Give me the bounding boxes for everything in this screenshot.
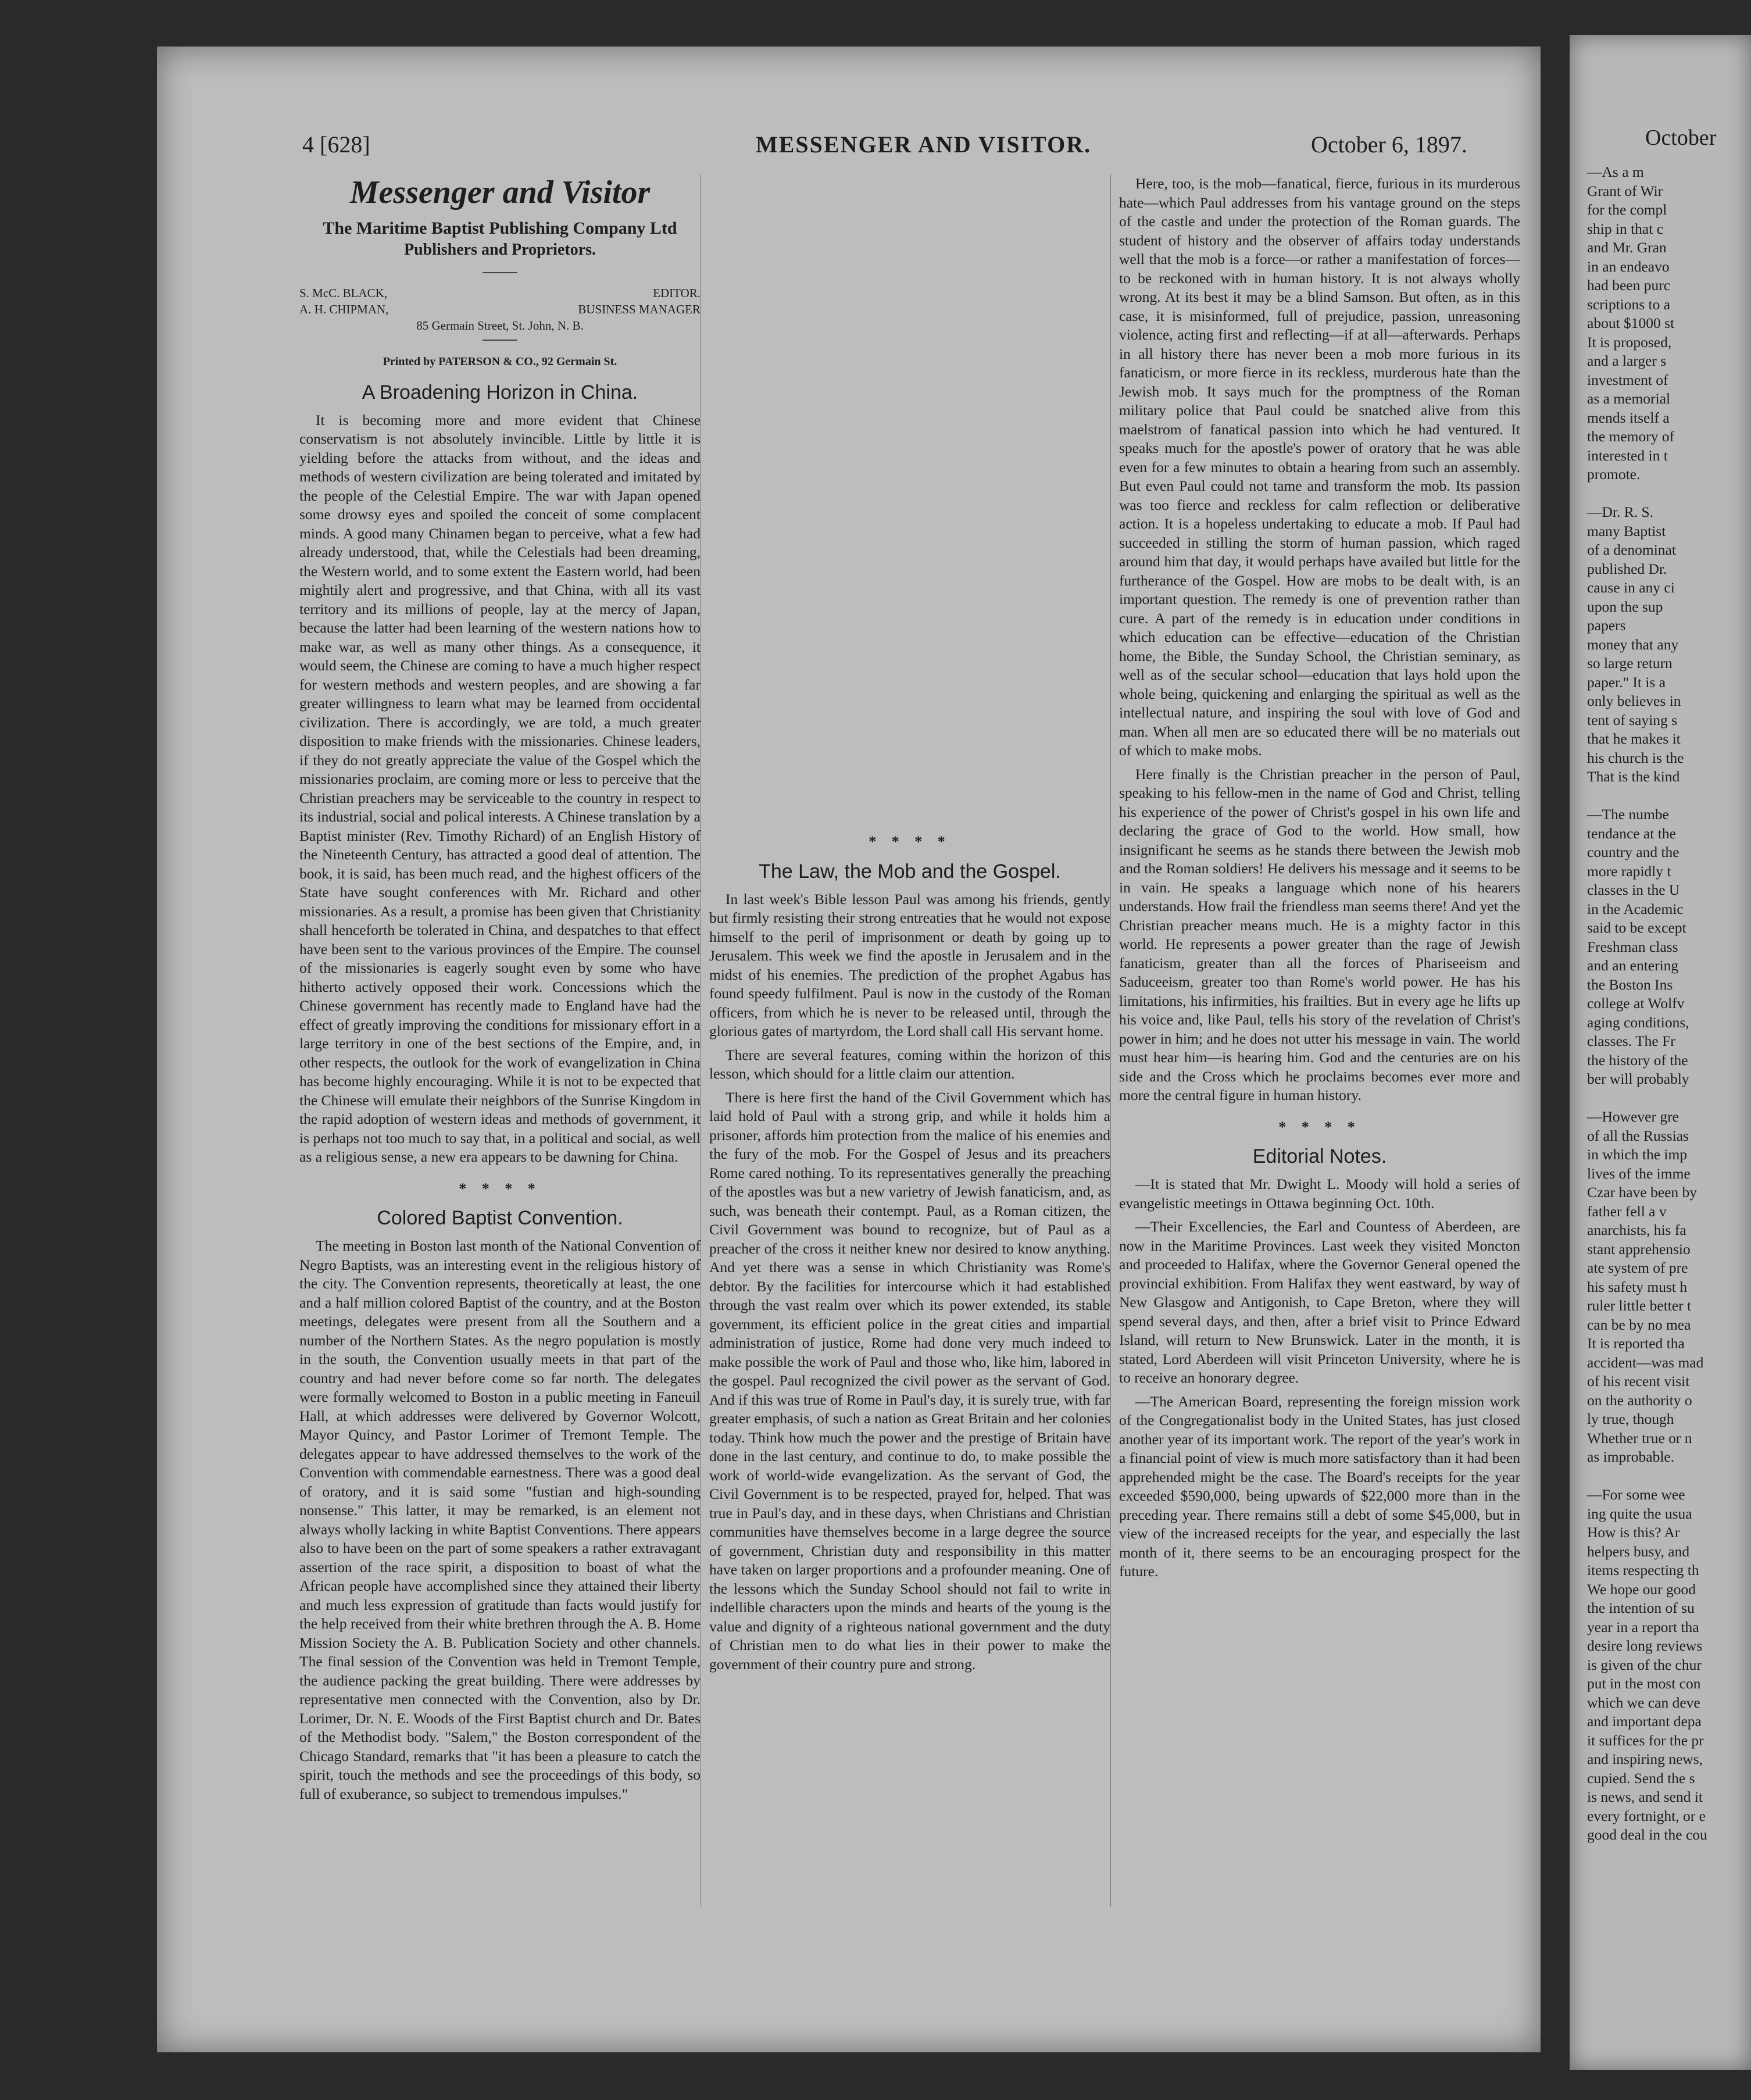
adjacent-page-line: many Baptist bbox=[1587, 522, 1666, 540]
adjacent-page-line: of a denominat bbox=[1587, 541, 1676, 558]
adjacent-page-line bbox=[1587, 1467, 1750, 1486]
article-paragraph: Here finally is the Christian preacher in the person of Paul, speaking to his fellow-men in the name of God and Christ, telling his experience of the power of Christ's gospel in his own life and declaring the grace of God to the world. How small, how insignificant he seems as he stands there between the Jewish mob and the Roman soldiers! He delivers his message and it seems to be in vain. He speaks a language which none of his hearers understands. How frail the friendless man seems there! And yet the Christian preacher means much. He is a mighty factor in this world. He represents a power greater than the rage of Jewish fanaticism, greater than all the forces of Phariseeism and Saduceeism, greater too than Rome's world power. He has his limitations, his infirmities, his frailties. But in every age he lifts up his voice and, like Paul, tells his story of the revelation of Christ's power in him; and he does not utter his message in vain. The world must hear him—is hearing him. God and the centuries are on his side and the Cross which he proclaims becomes ever more and more the central figure in human history. bbox=[1119, 765, 1520, 1103]
adjacent-page-text bbox=[1587, 163, 1750, 1845]
adjacent-page-line: and Mr. Gran bbox=[1587, 239, 1667, 256]
adjacent-page-line: ber will probably bbox=[1587, 1070, 1689, 1087]
adjacent-page-line: —As a m bbox=[1587, 163, 1644, 180]
adjacent-page-line: How is this? Ar bbox=[1587, 1524, 1680, 1541]
manager-name: A. H. CHIPMAN, bbox=[299, 302, 389, 316]
adjacent-page-line: That is the kind bbox=[1587, 768, 1680, 785]
adjacent-page-line bbox=[1587, 1089, 1750, 1108]
adjacent-page-line: ship in that c bbox=[1587, 220, 1664, 237]
adjacent-page-line: published Dr. bbox=[1587, 560, 1667, 577]
adjacent-page-line: upon the sup bbox=[1587, 598, 1663, 615]
adjacent-page-line: money that any bbox=[1587, 635, 1679, 653]
adjacent-page-line: ing quite the usua bbox=[1587, 1505, 1692, 1522]
adjacent-page-line: is given of the chur bbox=[1587, 1656, 1702, 1673]
adjacent-page-line: can be by no mea bbox=[1587, 1316, 1691, 1333]
section-separator: * * * * bbox=[869, 833, 951, 850]
issue-date: October 6, 1897. bbox=[1311, 131, 1467, 158]
adjacent-page-line: as improbable. bbox=[1587, 1448, 1675, 1465]
adjacent-page-line: tendance at the bbox=[1587, 824, 1676, 842]
article-paragraph: —Their Excellencies, the Earl and Countess of Aberdeen, are now in the Maritime Provinces. Last week they visited Moncton and proceeded to Halifax, where the Governor General opened the provincial exhibition. From Halifax they went eastward, by way of New Glasgow and Antigonish, to Cape Breton, where they will spend several days, and then, after a brief visit to Prince Edward Island, will return to New Brunswick. Later in the month, it is stated, Lord Aberdeen will visit Princeton University, where he is to receive an honorary degree. bbox=[1119, 1218, 1520, 1386]
adjacent-page-line: It is reported tha bbox=[1587, 1335, 1685, 1352]
adjacent-page-line bbox=[1587, 787, 1750, 806]
masthead bbox=[299, 174, 701, 372]
adjacent-page-line: the history of the bbox=[1587, 1051, 1688, 1069]
adjacent-page-line: as a memorial bbox=[1587, 390, 1671, 407]
adjacent-page-line: every fortnight, or e bbox=[1587, 1807, 1706, 1824]
editor-name: S. McC. BLACK, bbox=[299, 286, 388, 300]
masthead-title: Messenger and Visitor bbox=[349, 174, 651, 210]
divider bbox=[483, 272, 517, 273]
adjacent-page-line bbox=[1587, 484, 1750, 503]
column-divider bbox=[1110, 174, 1111, 1907]
adjacent-page-line: classes. The Fr bbox=[1587, 1033, 1675, 1049]
section-separator: * * * * bbox=[1278, 1118, 1361, 1135]
publisher-role: Publishers and Proprietors. bbox=[403, 241, 596, 259]
adjacent-page-line: desire long reviews bbox=[1587, 1637, 1703, 1654]
adjacent-page-line: said to be except bbox=[1587, 919, 1686, 936]
adjacent-page-line: for the compl bbox=[1587, 201, 1667, 218]
adjacent-page-line: anarchists, his fa bbox=[1587, 1222, 1686, 1238]
article-title-mob: The Law, the Mob and the Gospel. bbox=[759, 860, 1061, 883]
adjacent-page-line: cause in any ci bbox=[1587, 579, 1675, 596]
adjacent-page-line: it suffices for the pr bbox=[1587, 1731, 1704, 1749]
adjacent-page-line: items respecting th bbox=[1587, 1562, 1699, 1578]
adjacent-page-line: aging conditions, bbox=[1587, 1013, 1689, 1031]
article-title-notes: Editorial Notes. bbox=[1252, 1145, 1387, 1167]
adjacent-page-line: his safety must h bbox=[1587, 1278, 1688, 1295]
printer-credit: Printed by PATERSON & CO., 92 Germain St. bbox=[383, 355, 617, 368]
adjacent-page-line: Whether true or n bbox=[1587, 1429, 1692, 1447]
adjacent-page-line: is news, and send it bbox=[1587, 1788, 1703, 1805]
paper-title: MESSENGER AND VISITOR. bbox=[756, 131, 1092, 158]
adjacent-page-line: Grant of Wir bbox=[1587, 182, 1663, 199]
page-header bbox=[157, 125, 1541, 160]
divider bbox=[483, 340, 517, 341]
newspaper-page bbox=[157, 47, 1541, 2052]
article-paragraph: It is becoming more and more evident that Chinese conservatism is not absolutely invincible. Little by little it is yielding before the attacks from without, and the ideas and methods of western civilization are being tolerated and imitated by the people of the Celestial Empire. The war with Japan opened some drowsy eyes and spoiled the conceit of some complacent minds. A good many Chinamen began to perceive, what a few had already understood, that, while the Celestials had been dreaming, the Western world, and to some extent the Eastern world, had been mightily alert and progressive, and that China, with all its vast territory and its millions of people, lay at the mercy of Japan, because the latter had been learning of the western nations how to make war, as well as many other things. As a consequence, it would seem, the Chinese are coming to have a much higher respect for western methods and western peoples, and are showing a far greater willingness to learn what may be learned from occidental civilization. There is accordingly, we are told, a much greater disposition to make friends with the missionaries. Chinese leaders, if they do not greatly appreciate the value of the Gospel which the missionaries proclaim, are coming more or less to perceive that the Christian preachers may be serviceable to the country in respect to its industrial, social and polical interests. A Chinese translation by a Baptist minister (Rev. Timothy Richard) of an English History of the Nineteenth Century, has attracted a good deal of attention. The book, it is said, has been much read, and the highest officers of the State have sought conferences with Mr. Richard and other missionaries. As a result, a promise has been given that Christianity shall henceforth be tolerated in China, and despatches to that effect have been sent to the various provinces of the Empire. The counsel of the missionaries is eagerly sought even by some who have hitherto actively opposed their work. Concessions which the Chinese government has recently made to England have had the effect of greatly improving the conditions for missionary effort in a large territory in one of the best sections of the Empire, and, in other respects, the outlook for the work of evangelization in China has become highly encouraging. While it is not to be expected that the Chinese will emulate their neighbors of the Sunrise Kingdom in the rapid adoption of western ideas and methods of government, it is perhaps not too much to say that, in a political and social, as well as a religious sense, a new era appears to be dawning for China. bbox=[299, 411, 701, 1165]
adjacent-page-line: mends itself a bbox=[1587, 409, 1670, 426]
adjacent-page-line: and inspiring news, bbox=[1587, 1751, 1703, 1767]
adjacent-page-line: had been purc bbox=[1587, 277, 1671, 294]
adjacent-page-line: which we can deve bbox=[1587, 1694, 1700, 1711]
adjacent-page-line: father fell a v bbox=[1587, 1202, 1667, 1220]
adjacent-page-line: that he makes it bbox=[1587, 730, 1681, 747]
article-title-convention: Colored Baptist Convention. bbox=[377, 1207, 623, 1229]
adjacent-page-line: Czar have been by bbox=[1587, 1184, 1698, 1201]
adjacent-page-line: classes in the U bbox=[1587, 881, 1680, 898]
adjacent-page-line: —However gre bbox=[1587, 1108, 1679, 1125]
adjacent-page-line: ruler little better t bbox=[1587, 1297, 1692, 1314]
adjacent-page-line: on the authority o bbox=[1587, 1391, 1692, 1409]
article-paragraph: There is here first the hand of the Civil Government which has laid hold of Paul with a strong grip, and while it holds him a prisoner, affords him protection from the malice of his enemies and the fury of the mob. For the Gospel of Jesus and its preachers Rome cared nothing. To its representatives generally the preaching of the apostles was but a new varietry of Jewish fanaticism, and, as such, was beneath their contempt. Paul, as a Roman citizen, the Civil Government was bound to recognize, but of Paul as a preacher of the cross it neither knew nor desired to know anything. And yet there was a sense in which Christianity was Rome's debtor. By the facilities for intercourse which it had established through the vast realm over which its power extended, its stable government, its efficient police in the great cities and impartial administration of justice, Rome had done very much indeed to make possible the work of Paul and those who, like him, labored in the gospel. Paul recognized the civil power as the servant of God. And if this was true of Rome in Paul's day, it is surely true, with far greater emphasis, of such a nation as Great Britain and her colonies today. Think how much the power and the prestige of Britain have done in the last century, and continue to do, to make possible the work of world-wide evangelization. As the servant of God, the Civil Government is to be respected, prayed for, helped. That was true in Paul's day, and in these days, when Christians and Christian communities have themselves become in a large degree the source of government, Christian duty and responsibility in this matter have taken on larger proportions and a profounder meaning. One of the lessons which the Sunday School should not fail to write in indellible characters upon the minds and hearts of the young is the value and dignity of a righteous national government and the duty of Christian men to do what lies in their power to make the government of their country pure and strong. bbox=[709, 1088, 1110, 1673]
adjacent-page-header: October bbox=[1645, 126, 1717, 150]
adjacent-page-line: so large return bbox=[1587, 655, 1673, 672]
article-paragraph: —The American Board, representing the foreign mission work of the Congregationalist body in the United States, has just closed another year of its important work. The report of the year's work in a financial point of view is much more satisfactory than it had been apprehended might be the case. The Board's receipts for the year exceeded $590,000, being upwards of $22,000 more than in the preceding year. There remains still a debt of some $45,000, but in view of the increased receipts for the year, and especially the last month of it, there seems to be an encouraging prospect for the future. bbox=[1119, 1392, 1520, 1580]
adjacent-page-line: year in a report tha bbox=[1587, 1618, 1699, 1635]
adjacent-page-line: ate system of pre bbox=[1587, 1259, 1688, 1276]
adjacent-page-line: of all the Russias bbox=[1587, 1127, 1689, 1144]
adjacent-page-line: only believes in bbox=[1587, 692, 1681, 709]
adjacent-page-line: ly true, though bbox=[1587, 1410, 1674, 1427]
column-2 bbox=[709, 820, 1110, 1678]
article-title-china: A Broadening Horizon in China. bbox=[362, 381, 638, 403]
adjacent-page-line: the Boston Ins bbox=[1587, 976, 1673, 993]
adjacent-page-line: and important depa bbox=[1587, 1713, 1702, 1730]
adjacent-page-line: put in the most con bbox=[1587, 1675, 1701, 1692]
adjacent-page-line: accident—was mad bbox=[1587, 1353, 1704, 1371]
adjacent-page-line: interested in t bbox=[1587, 447, 1668, 464]
article-paragraph: —It is stated that Mr. Dwight L. Moody will hold a series of evangelistic meetings in Ottawa beginning Oct. 10th. bbox=[1119, 1176, 1520, 1212]
article-paragraph: Here, too, is the mob—fanatical, fierce, furious in its murderous hate—which Paul addresses from his vantage ground on the steps of the castle and under the protection of the Roman guards. The student of history and the observer of affairs today understands well that the mob is a force—or rather a manifestation of forces—to be reckoned with in human history. It is not always wholly wrong. At its best it may be a blind Samson. But often, as in this case, it is misinformed, full of prejudice, passion, unreasoning violence, acting first and reflecting—if at all—afterwards. Perhaps in all history there has never been a mob more furious in its fanaticism, or more fierce in its reckless, murderous hate than the Jewish mob. It says much for the promptness of the Roman military police that Paul could be snatched alive from this maelstrom of fanatical passion into which he had ventured. It speaks much for the apostle's power of oratory that he was able even for a few minutes to obtain a hearing from such an assembly. But even Paul could not tame and transform the mob. Its passion was too fierce and reckless for calm reflection or deliberative action. It is a hopeless undertaking to educate a mob. If Paul had succeeded in stilling the storm of human passion, which raged around him that day, it would perhaps have availed but little for the furtherance of the Gospel. How are mobs to be dealt with, is an important question. The remedy is one of prevention rather than cure. A part of the remedy is in education under conditions in which education can be effective—education of the Christian home, the Bible, the Sunday School, the Christian seminary, as well as of the secular school—education that lays hold upon the whole being, quickening and enlarging the spiritual as well as the intellectual nature, and inspiring the soul with love of God and man. When all men are so educated there will be no materials out of which to make mobs. bbox=[1119, 175, 1520, 759]
article-paragraph: There are several features, coming within the horizon of this lesson, which should for a little claim our attention. bbox=[709, 1046, 1110, 1082]
adjacent-page-line: —For some wee bbox=[1587, 1486, 1685, 1503]
column-3 bbox=[1119, 174, 1520, 1586]
adjacent-page-line: college at Wolfv bbox=[1587, 995, 1685, 1012]
adjacent-page-line: country and the bbox=[1587, 844, 1679, 860]
adjacent-page-line: in the Academic bbox=[1587, 900, 1684, 917]
article-paragraph: The meeting in Boston last month of the National Convention of Negro Baptists, was an interesting event in the religious history of the city. The Convention represents, theoretically at least, the one and a half million colored Baptist of the country, and at the Boston meetings, delegates were present from all the Southern and a number of the Northern States. As the negro population is mostly in the south, the Convention usually meets in that part of the country and had never before come so far north. The delegates were formally welcomed to Boston in a public meeting in Faneuil Hall, at which addresses were delivered by Governor Wolcott, Mayor Quincy, and Pastor Lorimer of Tremont Temple. The delegates appear to have addressed themselves to the work of the Convention with commendable earnestness. There was a good deal of oratory, and it is said some "fustian and high-sounding nonsense." This latter, it may be remarked, is an element not always wholly lacking in white Baptist Conventions. There appears also to have been on the part of some speakers a rather extravagant assertion of the race spirit, a disposition to boast of what the African people have accomplished since they attained their liberty and much less expression of gratitude than facts would justify for the help received from their white brethren through the A. B. Home Mission Society the A. B. Publication Society and other channels. The final session of the Convention was held in Tremont Temple, the audience packing the great building. There were addresses by representative men connected with the Convention, also by Dr. Lorimer, Dr. N. E. Woods of the First Baptist church and Dr. Bates of the Methodist body. "Salem," the Boston correspondent of the Chicago Standard, remarks that "it has been a pleasure to catch the spirit, touch the methods and see the proceedings of this body, so full of exuberance, so subject to tremendous impulses." bbox=[299, 1237, 701, 1802]
adjacent-page-line: in which the imp bbox=[1587, 1146, 1688, 1163]
adjacent-page-line: good deal in the cou bbox=[1587, 1826, 1707, 1843]
adjacent-page-line: and an entering bbox=[1587, 957, 1679, 974]
page-number: 4 [628] bbox=[302, 131, 370, 158]
adjacent-page-line: Freshman class bbox=[1587, 938, 1678, 955]
adjacent-page-line: stant apprehensio bbox=[1587, 1240, 1691, 1258]
adjacent-page-line: lives of the imme bbox=[1587, 1165, 1691, 1182]
office-address: 85 Germain Street, St. John, N. B. bbox=[416, 319, 584, 333]
adjacent-page-line: It is proposed, bbox=[1587, 333, 1672, 351]
adjacent-page-line: helpers busy, and bbox=[1587, 1542, 1690, 1560]
adjacent-page-line: scriptions to a bbox=[1587, 295, 1671, 313]
adjacent-page-line: We hope our good bbox=[1587, 1580, 1696, 1598]
column-1 bbox=[299, 174, 701, 1808]
adjacent-page-line: investment of bbox=[1587, 371, 1668, 388]
adjacent-page-line: promote. bbox=[1587, 466, 1641, 483]
section-separator: * * * * bbox=[459, 1180, 541, 1197]
adjacent-page-line: cupied. Send the s bbox=[1587, 1769, 1695, 1787]
adjacent-page-line: his church is the bbox=[1587, 749, 1684, 766]
adjacent-page-line: tent of saying s bbox=[1587, 711, 1678, 728]
adjacent-page bbox=[1570, 35, 1751, 2070]
adjacent-page-line: the memory of bbox=[1587, 428, 1675, 445]
adjacent-page-line: —The numbe bbox=[1587, 806, 1669, 823]
adjacent-page-line: the intention of su bbox=[1587, 1599, 1695, 1616]
manager-role: BUSINESS MANAGER bbox=[578, 302, 701, 316]
adjacent-page-line: and a larger s bbox=[1587, 352, 1667, 369]
adjacent-page-line: more rapidly t bbox=[1587, 862, 1671, 880]
editor-role: EDITOR. bbox=[653, 286, 701, 300]
staff-list bbox=[299, 285, 701, 334]
adjacent-page-line: —Dr. R. S. bbox=[1587, 503, 1654, 520]
publisher-name: The Maritime Baptist Publishing Company Ltd bbox=[323, 219, 677, 238]
adjacent-page-line: in an endeavo bbox=[1587, 258, 1670, 275]
adjacent-page-line: about $1000 st bbox=[1587, 315, 1675, 331]
adjacent-page-line: papers bbox=[1587, 617, 1626, 634]
adjacent-page-line: of his recent visit bbox=[1587, 1373, 1690, 1390]
article-paragraph: In last week's Bible lesson Paul was among his friends, gently but firmly resisting their strong entreaties that he would not expose himself to the peril of imprisonment or death by going up to Jerusalem. This week we find the apostle in Jerusalem and in the midst of his enemies. The prediction of the prophet Agabus has found speedy fulfilment. Paul is now in the custody of the Roman officers, from which he is never to be released until, through the glorious gates of martyrdom, the Lord shall call His servant home. bbox=[709, 890, 1110, 1040]
adjacent-page-line: paper." It is a bbox=[1587, 673, 1666, 691]
